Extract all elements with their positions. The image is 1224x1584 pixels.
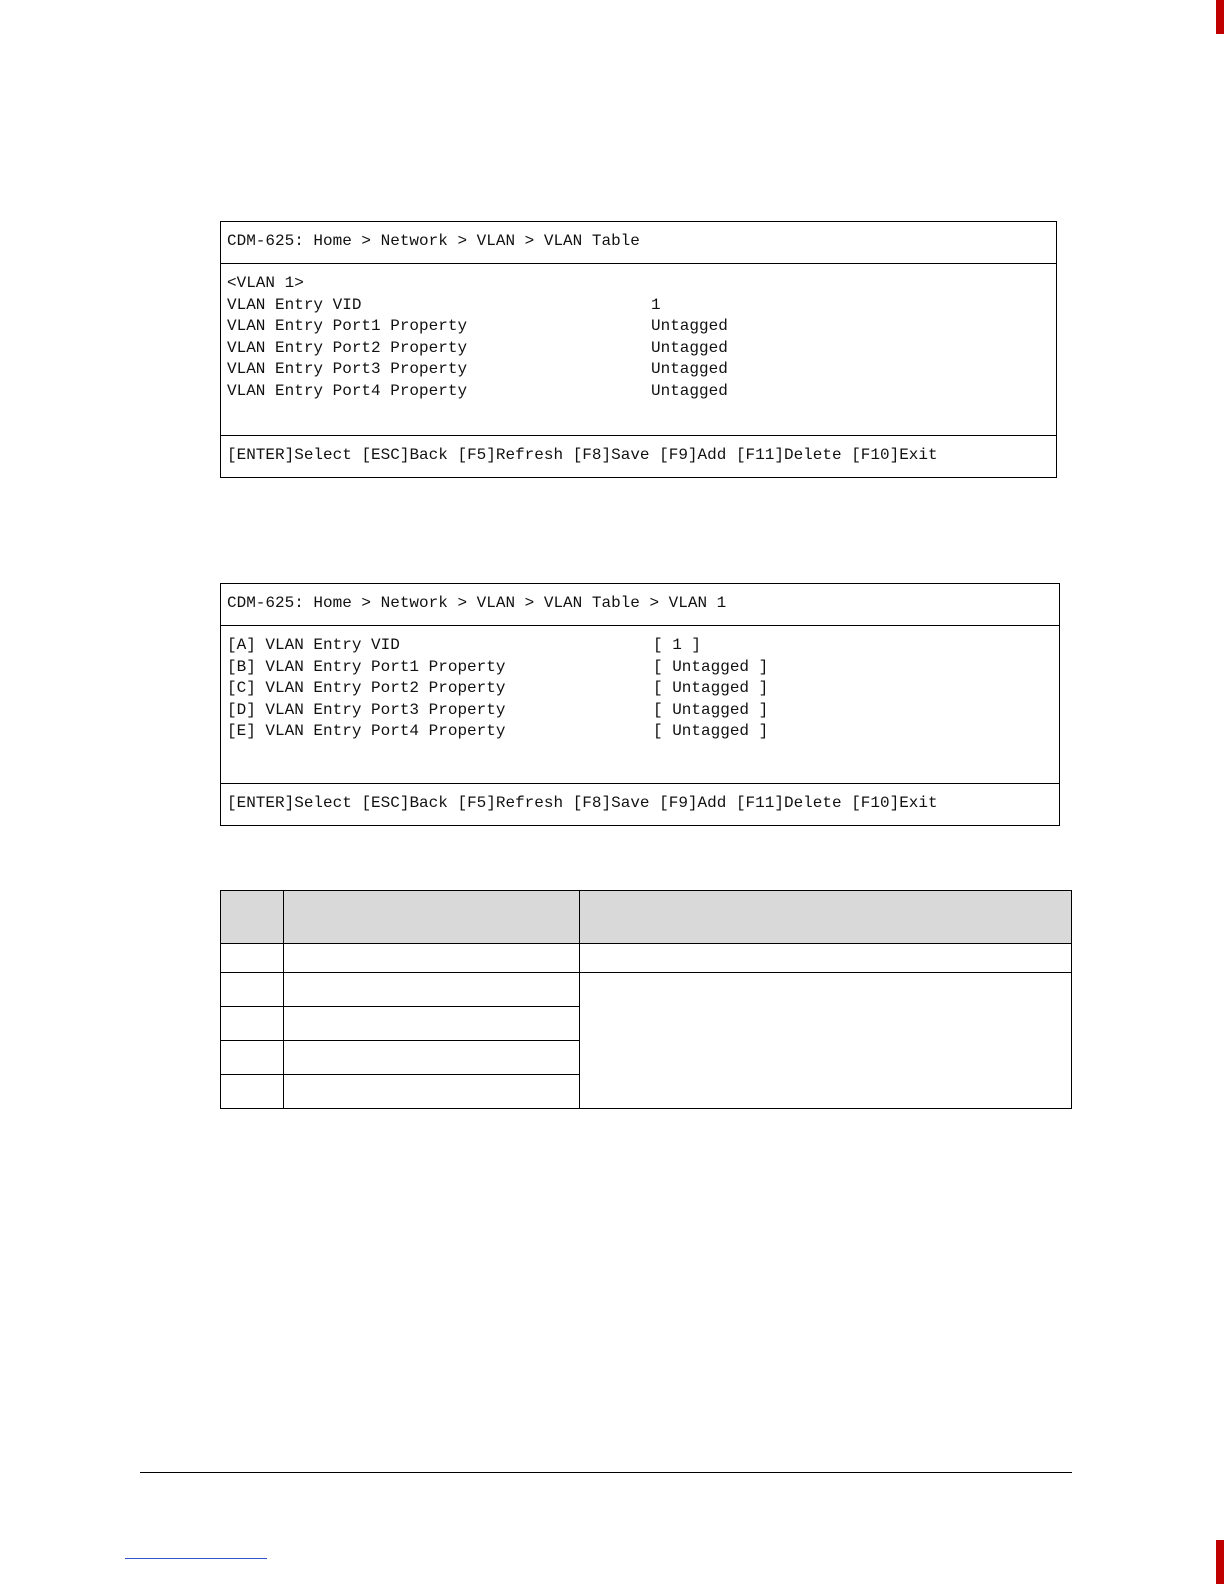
field-label: VLAN Entry Port2 Property	[227, 338, 468, 357]
table-cell	[221, 1075, 284, 1109]
field-label: [C] VLAN Entry Port2 Property	[227, 679, 506, 697]
key-help-bar	[221, 435, 1056, 477]
edge-marker-bottom	[1216, 1540, 1224, 1584]
field-value: Untagged	[651, 360, 728, 378]
table-cell	[284, 944, 580, 973]
option-a-vid[interactable]	[227, 635, 1059, 657]
table-header-cell	[580, 891, 1072, 944]
table-cell	[221, 1041, 284, 1075]
key-enter-select[interactable]: [ENTER]Select	[227, 446, 352, 464]
table-cell	[580, 944, 1072, 973]
footer-divider	[140, 1472, 1072, 1473]
field-label: VLAN Entry Port4 Property	[227, 381, 468, 400]
edge-marker-top	[1216, 0, 1224, 34]
screen-breadcrumb: CDM-625: Home > Network > VLAN > VLAN Table	[221, 222, 1056, 264]
key-f5-refresh[interactable]: [F5]Refresh	[457, 446, 564, 464]
key-f11-delete[interactable]: [F11]Delete	[735, 446, 842, 464]
table-merged-cell	[580, 973, 1072, 1109]
option-d-port3[interactable]	[227, 700, 1059, 722]
key-f10-exit[interactable]: [F10]Exit	[851, 446, 938, 464]
option-b-port1[interactable]	[227, 657, 1059, 679]
key-esc-back[interactable]: [ESC]Back	[361, 446, 448, 464]
vlan-entry-port1-row	[227, 316, 1056, 338]
field-label: [D] VLAN Entry Port3 Property	[227, 700, 506, 719]
key-f9-add[interactable]: [F9]Add	[659, 446, 727, 464]
key-enter-select[interactable]: [ENTER]Select	[227, 794, 352, 812]
field-value[interactable]: [ Untagged ]	[653, 722, 769, 740]
table-cell	[221, 944, 284, 973]
screen-body	[221, 264, 1056, 402]
vlan-entry-port4-row	[227, 381, 1056, 403]
field-value[interactable]: [ 1 ]	[653, 636, 702, 654]
field-value: Untagged	[651, 317, 728, 335]
vlan-entry-heading[interactable]: <VLAN 1>	[227, 274, 304, 292]
table-cell	[284, 1007, 580, 1041]
field-value: Untagged	[651, 338, 728, 357]
key-f10-exit[interactable]: [F10]Exit	[851, 794, 938, 812]
table-cell	[284, 973, 580, 1007]
table-header-cell	[221, 891, 284, 944]
key-f9-add[interactable]: [F9]Add	[659, 794, 727, 812]
screen-breadcrumb: CDM-625: Home > Network > VLAN > VLAN Table > VLAN 1	[221, 584, 1059, 626]
option-e-port4[interactable]	[227, 721, 1059, 743]
key-f11-delete[interactable]: [F11]Delete	[735, 794, 842, 812]
option-c-port2[interactable]	[227, 678, 1059, 700]
screen-body	[221, 626, 1059, 743]
key-help-bar	[221, 783, 1059, 825]
field-label: VLAN Entry VID	[227, 295, 362, 314]
field-label: [B] VLAN Entry Port1 Property	[227, 657, 506, 676]
field-value[interactable]: [ Untagged ]	[653, 657, 769, 676]
vlan-entry-port3-row	[227, 359, 1056, 381]
table-cell	[284, 1041, 580, 1075]
vlan-entry-vid-row	[227, 295, 1056, 317]
key-f8-save[interactable]: [F8]Save	[572, 794, 650, 812]
table-cell	[221, 973, 284, 1007]
field-value[interactable]: [ Untagged ]	[653, 700, 769, 719]
field-label: VLAN Entry Port3 Property	[227, 360, 468, 378]
table-cell	[284, 1075, 580, 1109]
key-f5-refresh[interactable]: [F5]Refresh	[457, 794, 564, 812]
field-label: VLAN Entry Port1 Property	[227, 317, 468, 335]
table-header-row	[221, 891, 1072, 944]
field-label: [A] VLAN Entry VID	[227, 636, 400, 654]
key-f8-save[interactable]: [F8]Save	[572, 446, 650, 464]
vlan-1-edit-screen	[220, 583, 1060, 826]
field-value[interactable]: [ Untagged ]	[653, 679, 769, 697]
table-cell	[221, 1007, 284, 1041]
vlan-table-screen	[220, 221, 1057, 478]
reference-table	[220, 890, 1072, 1109]
key-esc-back[interactable]: [ESC]Back	[361, 794, 448, 812]
footer-link-underline[interactable]	[125, 1558, 267, 1559]
vlan-entry-port2-row	[227, 338, 1056, 360]
table-header-cell	[284, 891, 580, 944]
table-row	[221, 973, 1072, 1007]
field-value: Untagged	[651, 381, 728, 400]
table-row	[221, 944, 1072, 973]
field-label: [E] VLAN Entry Port4 Property	[227, 722, 506, 740]
field-value: 1	[651, 295, 661, 314]
